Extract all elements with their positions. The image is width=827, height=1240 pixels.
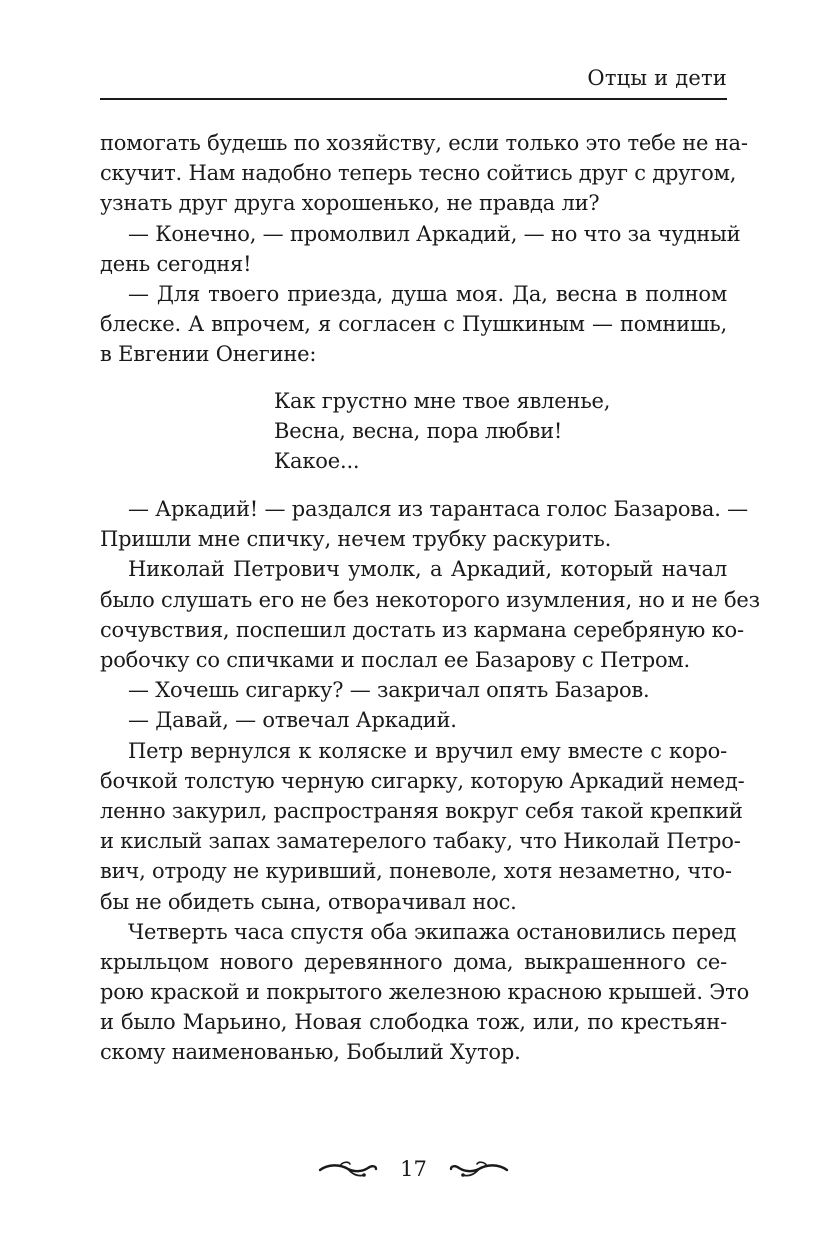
poem-line: Какое... [274, 448, 360, 473]
text-line: скучит. Нам надобно теперь тесно сойтись друг с другом, [100, 161, 737, 186]
poem-quote [100, 386, 727, 477]
text-line: Петр вернулся к коляске и вручил ему вместе с коро- [128, 738, 727, 763]
text-line: робочку со спичками и послал ее Базарову с Петром. [100, 648, 691, 672]
poem-line: Весна, весна, пора любви! [274, 418, 563, 443]
text-line: — Аркадий! — раздался из тарантаса голос Базарова. — [128, 497, 748, 522]
text-line: бы не обидеть сына, отворачивал нос. [100, 889, 517, 914]
text-line: Четверть часа спустя оба экипажа остановились перед [128, 919, 737, 944]
flourish-right-icon [449, 1158, 509, 1180]
text-line: вич, отроду не куривший, поневоле, хотя незаметно, что- [100, 859, 732, 884]
text-line: сочувствия, поспешил достать из кармана серебряную ко- [100, 617, 744, 642]
text-line: — Хочешь сигарку? — закричал опять Базаров. [128, 678, 650, 703]
flourish-left-icon [318, 1158, 378, 1180]
poem-line: Как грустно мне твое явленье, [274, 388, 611, 413]
page-number: 17 [400, 1157, 427, 1181]
page-body-text [100, 128, 760, 1068]
text-line: Николай Петрович умолк, а Аркадий, который начал [128, 557, 727, 582]
text-line: день сегодня! [100, 251, 252, 276]
page-footer [0, 1152, 827, 1186]
header-divider [100, 98, 727, 100]
text-line: Пришли мне спичку, нечем трубку раскурить. [100, 527, 612, 552]
running-header-title: Отцы и дети [587, 66, 727, 90]
text-line: блеске. А впрочем, я согласен с Пушкиным — помнишь, [100, 312, 727, 337]
text-line: и кислый запах заматерелого табаку, что Николай Петро- [100, 829, 741, 854]
text-line: помогать будешь по хозяйству, если только это тебе не на- [100, 131, 748, 155]
text-line: в Евгении Онегине: [100, 342, 317, 367]
text-line: рою краской и покрытого железною красною крышей. Это [100, 980, 750, 1005]
text-line: — Для твоего приезда, душа моя. Да, весна в полном [128, 281, 727, 306]
text-line: крыльцом нового деревянного дома, выкрашенного се- [100, 949, 727, 974]
text-line: — Конечно, — промолвил Аркадий, — но что за чудный [128, 221, 741, 246]
text-line: скому наименованью, Бобылий Хутор. [100, 1040, 521, 1065]
text-line: и было Марьино, Новая слободка тож, или, по крестьян- [100, 1010, 727, 1035]
text-line: узнать друг друга хорошенько, не правда ли? [100, 191, 600, 216]
text-line: ленно закурил, распространяя вокруг себя такой крепкий [100, 798, 743, 823]
text-line: бочкой толстую черную сигарку, которую Аркадий немед- [100, 768, 745, 793]
text-line: — Давай, — отвечал Аркадий. [128, 708, 457, 733]
text-line: было слушать его не без некоторого изумления, но и не без [100, 587, 760, 612]
